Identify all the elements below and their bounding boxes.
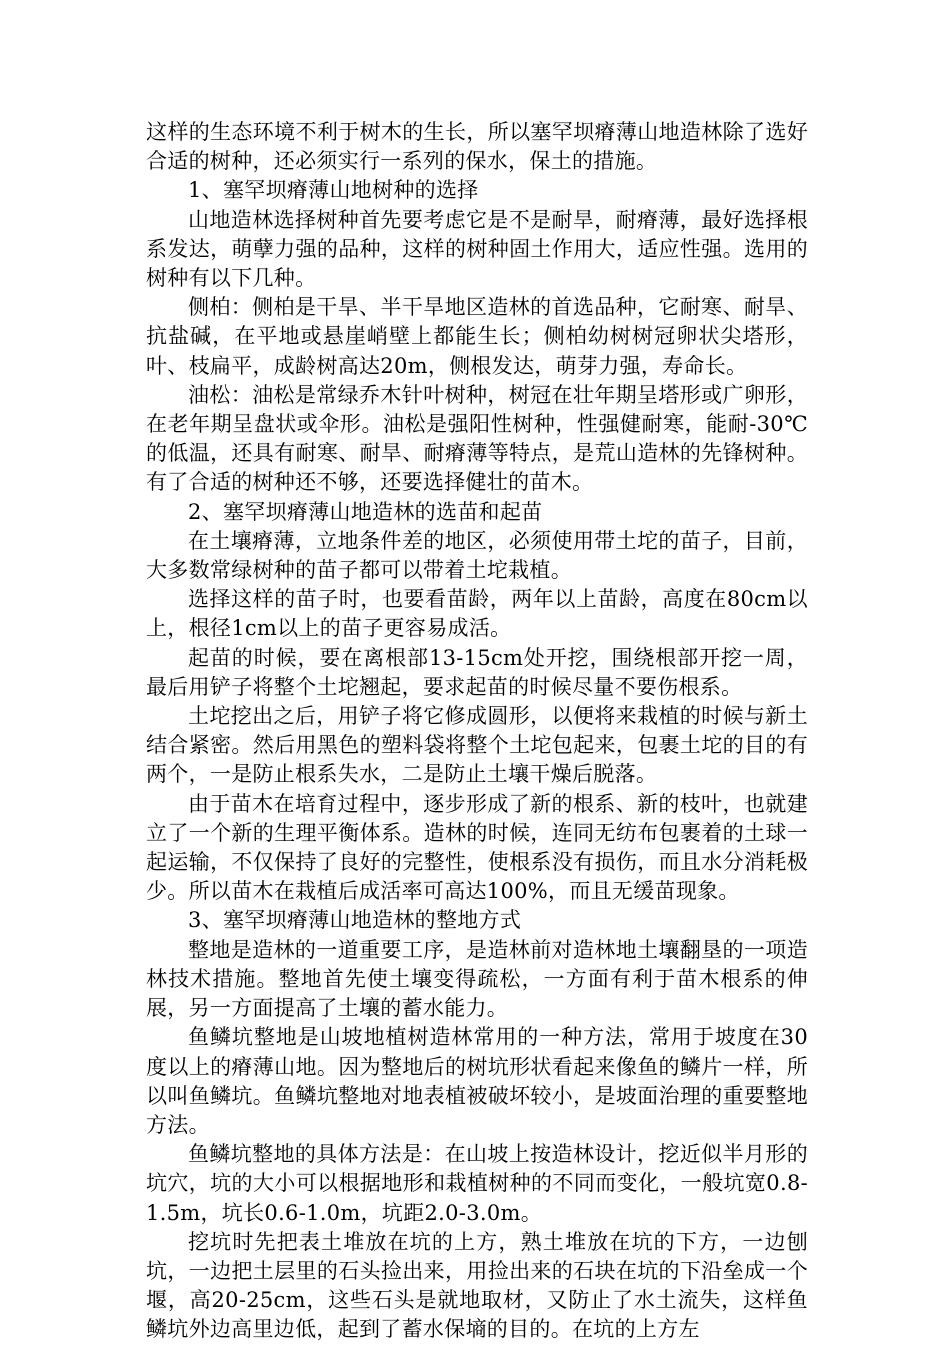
- paragraph-fish-scale-pits: 鱼鳞坑整地是山坡地植树造林常用的一种方法，常用于坡度在30度以上的瘠薄山地。因为整地后的树坑形状看起来像鱼的鳞片一样，所以叫鱼鳞坑。鱼鳞坑整地对地表植被破坏较小，是坡面治理的重要整地方法。: [146, 1025, 808, 1137]
- document-body: [146, 118, 808, 1345]
- paragraph-survival-rate: 由于苗木在培育过程中，逐步形成了新的根系、新的枝叶，也就建立了一个新的生理平衡体系。造林的时候，连同无纺布包裹着的土球一起运输，不仅保持了良好的完整性，使根系没有损伤，而且水分消耗极少。所以苗木在栽植后成活率可高达100%，而且无缓苗现象。: [146, 791, 808, 904]
- paragraph-platycladus: 侧柏：侧柏是干旱、半干旱地区造林的首选品种，它耐寒、耐旱、抗盐碱，在平地或悬崖峭壁上都能生长；侧柏幼树树冠卵状尖塔形，叶、枝扁平，成龄树高达20m，侧根发达，萌芽力强，寿命长。: [146, 295, 808, 378]
- paragraph-fish-scale-method: 鱼鳞坑整地的具体方法是：在山坡上按造林设计，挖近似半月形的坑穴，坑的大小可以根据地形和栽植树种的不同而变化，一般坑宽0.8-1.5m，坑长0.6-1.0m，坑距2.0-3.0m。: [146, 1142, 808, 1225]
- paragraph-wrapping-soil-ball: 土坨挖出之后，用铲子将它修成圆形，以便将来栽植的时候与新土结合紧密。然后用黑色的塑料袋将整个土坨包起来，包裹土坨的目的有两个，一是防止根系失水，二是防止土壤干燥后脱落。: [146, 704, 808, 787]
- paragraph-tree-selection-criteria: 山地造林选择树种首先要考虑它是不是耐旱，耐瘠薄，最好选择根系发达，萌孽力强的品种，这样的树种固土作用大，适应性强。选用的树种有以下几种。: [146, 207, 808, 291]
- paragraph-soil-ball-seedlings: 在土壤瘠薄，立地条件差的地区，必须使用带土坨的苗子，目前，大多数常绿树种的苗子都可以带着土坨栽植。: [146, 528, 808, 583]
- paragraph-digging-pits: 挖坑时先把表土堆放在坑的上方，熟土堆放在坑的下方，一边刨坑，一边把土层里的石头捡出来，用捡出来的石块在坑的下沿垒成一个堰，高20-25cm，这些石头是就地取材，又防止了水土流失，这样鱼鳞坑外边高里边低，起到了蓄水保墒的目的。在坑的上方左: [146, 1229, 808, 1342]
- paragraph-intro-continuation: 这样的生态环境不利于树木的生长，所以塞罕坝瘠薄山地造林除了选好合适的树种，还必须实行一系列的保水，保土的措施。: [146, 120, 808, 174]
- paragraph-site-preparation: 整地是造林的一道重要工序，是造林前对造林地土壤翻垦的一项造林技术措施。整地首先使土壤变得疏松，一方面有利于苗木根系的伸展，另一方面提高了土壤的蓄水能力。: [146, 937, 808, 1021]
- paragraph-lifting-seedlings: 起苗的时候，要在离根部13-15cm处开挖，围绕根部开挖一周，最后用铲子将整个土坨翘起，要求起苗的时候尽量不要伤根系。: [146, 645, 808, 699]
- paragraph-pinus-tabuliformis: 油松：油松是常绿乔木针叶树种，树冠在壮年期呈塔形或广卵形，在老年期呈盘状或伞形。油松是强阳性树种，性强健耐寒，能耐-30℃的低温，还具有耐寒、耐旱、耐瘠薄等特点，是荒山造林的先锋树种。有了合适的树种还不够，还要选择健壮的苗木。: [146, 382, 808, 495]
- paragraph-seedling-age: 选择这样的苗子时，也要看苗龄，两年以上苗龄，高度在80cm以上，根径1cm以上的苗子更容易成活。: [146, 587, 808, 641]
- section-heading-tree-selection: 1、塞罕坝瘠薄山地树种的选择: [188, 178, 479, 203]
- section-heading-site-preparation: 3、塞罕坝瘠薄山地造林的整地方式: [188, 908, 522, 933]
- section-heading-seedling-selection: 2、塞罕坝瘠薄山地造林的选苗和起苗: [188, 499, 543, 524]
